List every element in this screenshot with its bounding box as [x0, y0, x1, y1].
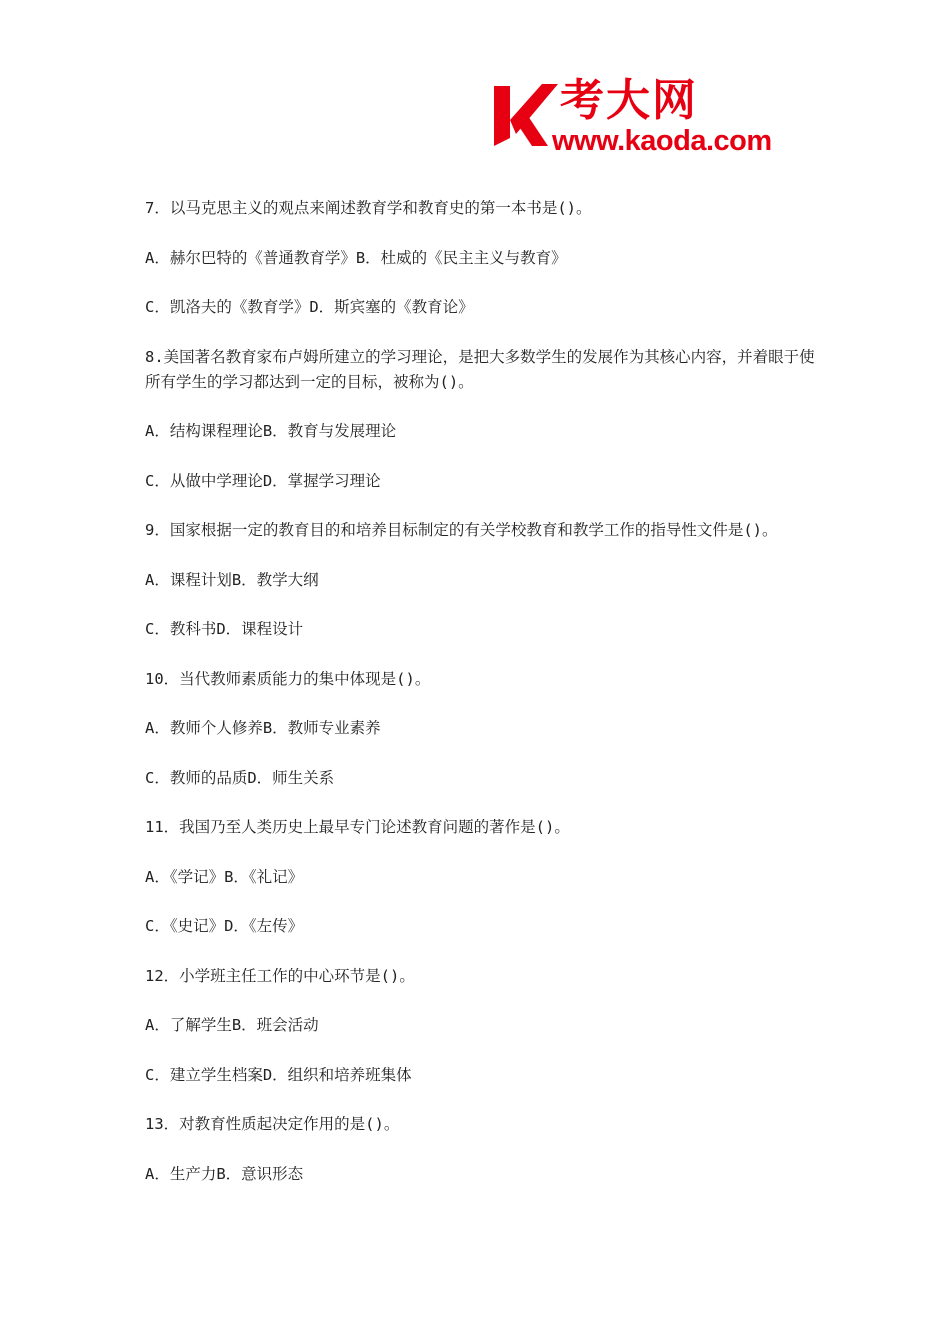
question-12-options-cd: C．建立学生档案D．组织和培养班集体 [145, 1065, 412, 1084]
question-13-options-ab: A．生产力B．意识形态 [145, 1164, 304, 1183]
question-11-options-cd: C．《史记》D．《左传》 [145, 917, 304, 935]
question-9-options-ab: A．课程计划B．教学大纲 [145, 570, 319, 589]
document-body [145, 196, 825, 1211]
logo-chinese-name: 考大网 [560, 75, 698, 126]
question-11: 11．我国乃至人类历史上最早专门论述教育问题的著作是()。 [145, 818, 570, 836]
question-12: 12．小学班主任工作的中心环节是()。 [145, 966, 415, 985]
question-8: 8.美国著名教育家布卢姆所建立的学习理论，是把大多数学生的发展作为其核心内容，并着眼于使所有学生的学习都达到一定的目标，被称为()。 [145, 347, 815, 391]
question-9: 9．国家根据一定的教育目的和培养目标制定的有关学校教育和教学工作的指导性文件是()。 [145, 521, 778, 539]
question-8-options-ab: A．结构课程理论B．教育与发展理论 [145, 422, 397, 440]
question-10: 10．当代教师素质能力的集中体现是()。 [145, 669, 431, 688]
question-13: 13．对教育性质起决定作用的是()。 [145, 1115, 400, 1133]
question-8-options-cd: C．从做中学理论D．掌握学习理论 [145, 471, 381, 490]
logo-url: www.kaoda.com [552, 125, 772, 157]
question-10-options-ab: A．教师个人修养B．教师专业素养 [145, 719, 381, 737]
question-12-options-ab: A．了解学生B．班会活动 [145, 1016, 319, 1034]
question-11-options-ab: A．《学记》B．《礼记》 [145, 867, 304, 886]
question-10-options-cd: C．教师的品质D．师生关系 [145, 768, 335, 787]
question-7-options-cd: C．凯洛夫的《教育学》D．斯宾塞的《教育论》 [145, 298, 474, 316]
question-7-options-ab: A．赫尔巴特的《普通教育学》B．杜威的《民主主义与教育》 [145, 248, 567, 267]
question-7: 7．以马克思主义的观点来阐述教育学和教育史的第一本书是()。 [145, 199, 592, 217]
kaoda-logo [490, 76, 810, 158]
k-logo-icon [490, 76, 560, 148]
question-9-options-cd: C．教科书D．课程设计 [145, 620, 304, 638]
